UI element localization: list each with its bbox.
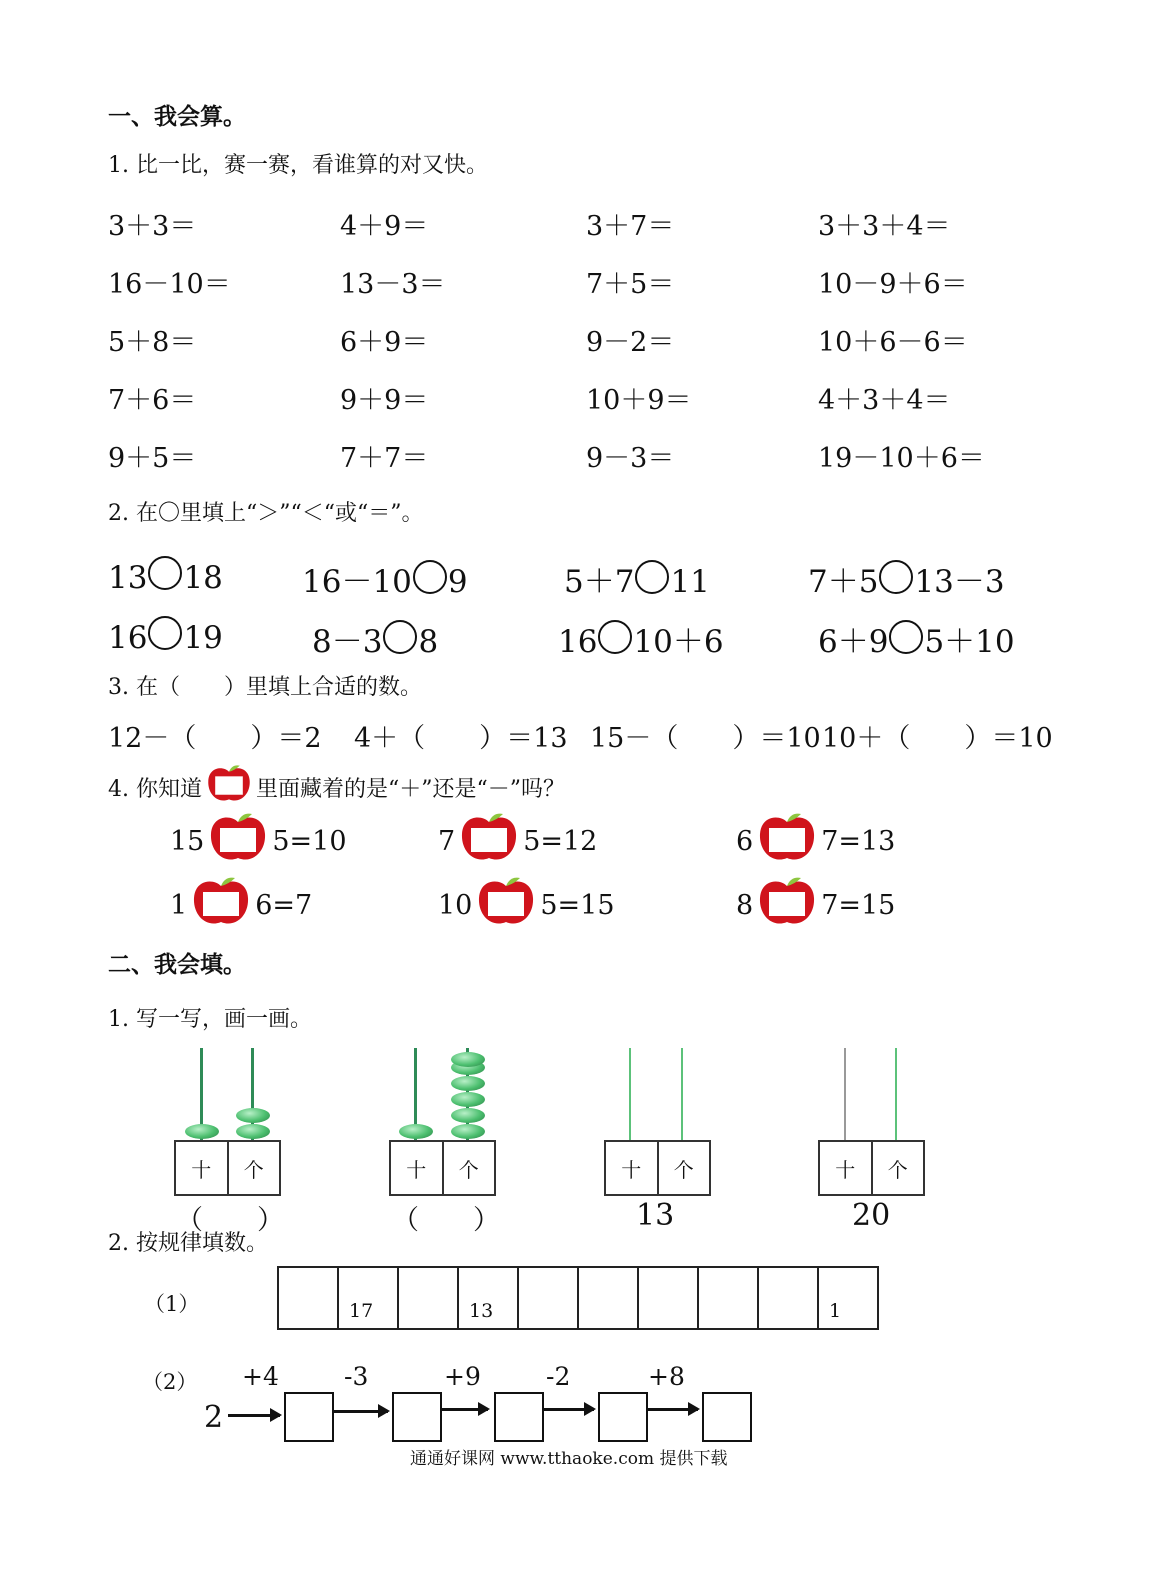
ones-label: 个: [227, 1142, 280, 1194]
apple-left: 15: [170, 826, 205, 857]
exercise: 5＋8＝: [108, 327, 197, 358]
compare-item: [312, 616, 438, 661]
abacus-answer[interactable]: （ ）: [392, 1205, 500, 1236]
sequence-value: 17: [349, 1300, 374, 1322]
q4-title-post: 里面藏着的是“＋”还是“－”吗？: [255, 776, 565, 802]
tens-label: 十: [406, 1157, 427, 1182]
exercise: 19－10＋6＝: [818, 443, 985, 474]
apple-item: [736, 876, 895, 935]
tens-label: 十: [835, 1157, 856, 1182]
abacus-bead: [451, 1108, 485, 1123]
apple-right: 6=7: [255, 890, 313, 921]
abacus-bead: [185, 1124, 219, 1139]
tens-label: 十: [621, 1157, 642, 1182]
q4-title: [108, 764, 565, 810]
exercise: 6＋9＝: [340, 327, 429, 358]
sequence-row: [277, 1266, 879, 1330]
exercise: 7＋5＝: [586, 269, 675, 300]
sequence-cell[interactable]: [397, 1268, 457, 1328]
apple-right: 5=12: [523, 826, 598, 857]
compare-right: 19: [183, 620, 223, 656]
arrow-icon: [544, 1408, 594, 1411]
apple-left: 7: [438, 826, 456, 857]
compare-item: [808, 556, 1005, 601]
section-1-title: 一、我会算。: [108, 104, 246, 130]
sequence-value: 13: [469, 1300, 494, 1322]
apple-right: 7=13: [821, 826, 896, 857]
exercise: 9＋9＝: [340, 385, 429, 416]
apple-item: [438, 812, 597, 871]
compare-circle[interactable]: [635, 560, 669, 594]
apple-icon[interactable]: [459, 812, 519, 871]
abacus-rod: [629, 1048, 631, 1140]
apple-item: [170, 812, 347, 871]
chain-op: +8: [648, 1362, 685, 1391]
compare-right: 13－3: [914, 564, 1005, 600]
compare-right: 9: [447, 564, 468, 600]
chain-start: 2: [204, 1400, 224, 1435]
exercise: 10－9＋6＝: [818, 269, 968, 300]
q4-title-pre: 4. 你知道: [108, 776, 202, 802]
compare-circle[interactable]: [879, 560, 913, 594]
exercise: 9－2＝: [586, 327, 675, 358]
abacus-number: 13: [636, 1198, 675, 1233]
compare-left: 6＋9: [818, 624, 889, 660]
compare-right: 8: [418, 624, 439, 660]
apple-icon[interactable]: [191, 876, 251, 935]
apple-right: 5=15: [540, 890, 615, 921]
compare-circle[interactable]: [598, 620, 632, 654]
compare-item: [302, 556, 468, 601]
fill-item[interactable]: 12－（ ）＝2: [108, 723, 322, 754]
compare-right: 11: [670, 564, 710, 600]
abacus-bead: [236, 1108, 270, 1123]
compare-item: [108, 616, 223, 656]
compare-left: 16－10: [302, 564, 412, 600]
arrow-icon: [440, 1408, 488, 1411]
exercise: 4＋3＋4＝: [818, 385, 951, 416]
compare-left: 8－3: [312, 624, 383, 660]
exercise: 4＋9＝: [340, 211, 429, 242]
q1-title: 1. 比一比，赛一赛，看谁算的对又快。: [108, 153, 488, 178]
fill-item[interactable]: 10＋（ ）＝10: [822, 723, 1053, 754]
abacus-place-box: [389, 1140, 496, 1196]
tens-label: 十: [191, 1157, 212, 1182]
exercise: 13－3＝: [340, 269, 446, 300]
chain-box[interactable]: [702, 1392, 752, 1442]
sequence-cell[interactable]: [637, 1268, 697, 1328]
arrow-icon: [648, 1408, 698, 1411]
q2-title: 2. 在〇里填上“＞”“＜“或“＝”。: [108, 501, 424, 526]
exercise: 7＋6＝: [108, 385, 197, 416]
abacus-bead: [236, 1124, 270, 1139]
chain-box[interactable]: [494, 1392, 544, 1442]
abacus-bead: [451, 1076, 485, 1091]
s2-q1-title: 1. 写一写，画一画。: [108, 1007, 312, 1032]
chain-op: -2: [546, 1362, 571, 1391]
apple-item: [170, 876, 312, 935]
apple-left: 6: [736, 826, 754, 857]
compare-circle[interactable]: [383, 620, 417, 654]
apple-icon[interactable]: [757, 876, 817, 935]
arrow-icon: [334, 1410, 388, 1413]
exercise: 16－10＝: [108, 269, 231, 300]
part1-label: （1）: [144, 1292, 200, 1316]
compare-item: [108, 556, 223, 596]
chain-op: -3: [344, 1362, 369, 1391]
sequence-cell[interactable]: [279, 1268, 337, 1328]
apple-right: 7=15: [821, 890, 896, 921]
abacus-place-box: [174, 1140, 281, 1196]
chain-box[interactable]: [598, 1392, 648, 1442]
arrow-icon: [228, 1414, 280, 1417]
s2-q2-title: 2. 按规律填数。: [108, 1231, 268, 1256]
chain-op: +4: [242, 1362, 279, 1391]
exercise: 7＋7＝: [340, 443, 429, 474]
abacus-number: 20: [852, 1198, 891, 1233]
section-2-title: 二、我会填。: [108, 952, 246, 978]
abacus-place-box: [604, 1140, 711, 1196]
compare-right: 5＋10: [924, 624, 1015, 660]
compare-circle[interactable]: [413, 560, 447, 594]
exercise: 9＋5＝: [108, 443, 197, 474]
sequence-cell[interactable]: [337, 1268, 397, 1328]
abacus-bead: [451, 1092, 485, 1107]
compare-circle[interactable]: [148, 616, 182, 650]
exercise: 3＋3＝: [108, 211, 197, 242]
q3-title: 3. 在（ ）里填上合适的数。: [108, 675, 422, 700]
apple-icon[interactable]: [208, 812, 268, 871]
apple-icon[interactable]: [476, 876, 536, 935]
sequence-cell[interactable]: [697, 1268, 757, 1328]
fill-item[interactable]: 4＋（ ）＝13: [354, 723, 568, 754]
compare-left: 16: [558, 624, 598, 660]
apple-item: [438, 876, 615, 935]
compare-right: 18: [183, 560, 223, 596]
sequence-cell[interactable]: [517, 1268, 577, 1328]
abacus-rod: [681, 1048, 683, 1140]
compare-item: [558, 616, 724, 661]
apple-icon[interactable]: [757, 812, 817, 871]
apple-right: 5=10: [272, 826, 347, 857]
ones-label: 个: [657, 1142, 710, 1194]
abacus-rod: [895, 1048, 897, 1140]
compare-item: [564, 556, 710, 601]
abacus-rod: [844, 1048, 846, 1140]
sequence-cell[interactable]: [457, 1268, 517, 1328]
compare-left: 5＋7: [564, 564, 635, 600]
exercise: 9－3＝: [586, 443, 675, 474]
chain-box[interactable]: [284, 1392, 334, 1442]
exercise: 3＋7＝: [586, 211, 675, 242]
ones-label: 个: [442, 1142, 495, 1194]
apple-left: 10: [438, 890, 473, 921]
compare-left: 16: [108, 620, 148, 656]
exercise: 3＋3＋4＝: [818, 211, 951, 242]
part2-label: （2）: [142, 1370, 198, 1394]
abacus-bead: [399, 1124, 433, 1139]
exercise: 10＋9＝: [586, 385, 692, 416]
sequence-cell[interactable]: [577, 1268, 637, 1328]
abacus-answer[interactable]: （ ）: [176, 1205, 284, 1236]
apple-left: 8: [736, 890, 754, 921]
abacus-bead: [451, 1052, 485, 1067]
apple-left: 1: [170, 890, 188, 921]
ones-label: 个: [871, 1142, 924, 1194]
sequence-cell[interactable]: [817, 1268, 877, 1328]
apple-icon: [206, 764, 252, 810]
chain-op: +9: [444, 1362, 481, 1391]
compare-left: 13: [108, 560, 148, 596]
footer-text: 通通好课网 www.tthaoke.com 提供下载: [410, 1449, 728, 1469]
sequence-value: 1: [829, 1300, 842, 1322]
abacus-bead: [451, 1124, 485, 1139]
compare-left: 7＋5: [808, 564, 879, 600]
sequence-cell[interactable]: [757, 1268, 817, 1328]
exercise: 10＋6－6＝: [818, 327, 968, 358]
compare-right: 10＋6: [633, 624, 724, 660]
fill-item[interactable]: 15－（ ）＝10: [590, 723, 821, 754]
compare-circle[interactable]: [889, 620, 923, 654]
compare-item: [818, 616, 1015, 661]
chain-box[interactable]: [392, 1392, 442, 1442]
abacus-place-box: [818, 1140, 925, 1196]
compare-circle[interactable]: [148, 556, 182, 590]
apple-item: [736, 812, 895, 871]
